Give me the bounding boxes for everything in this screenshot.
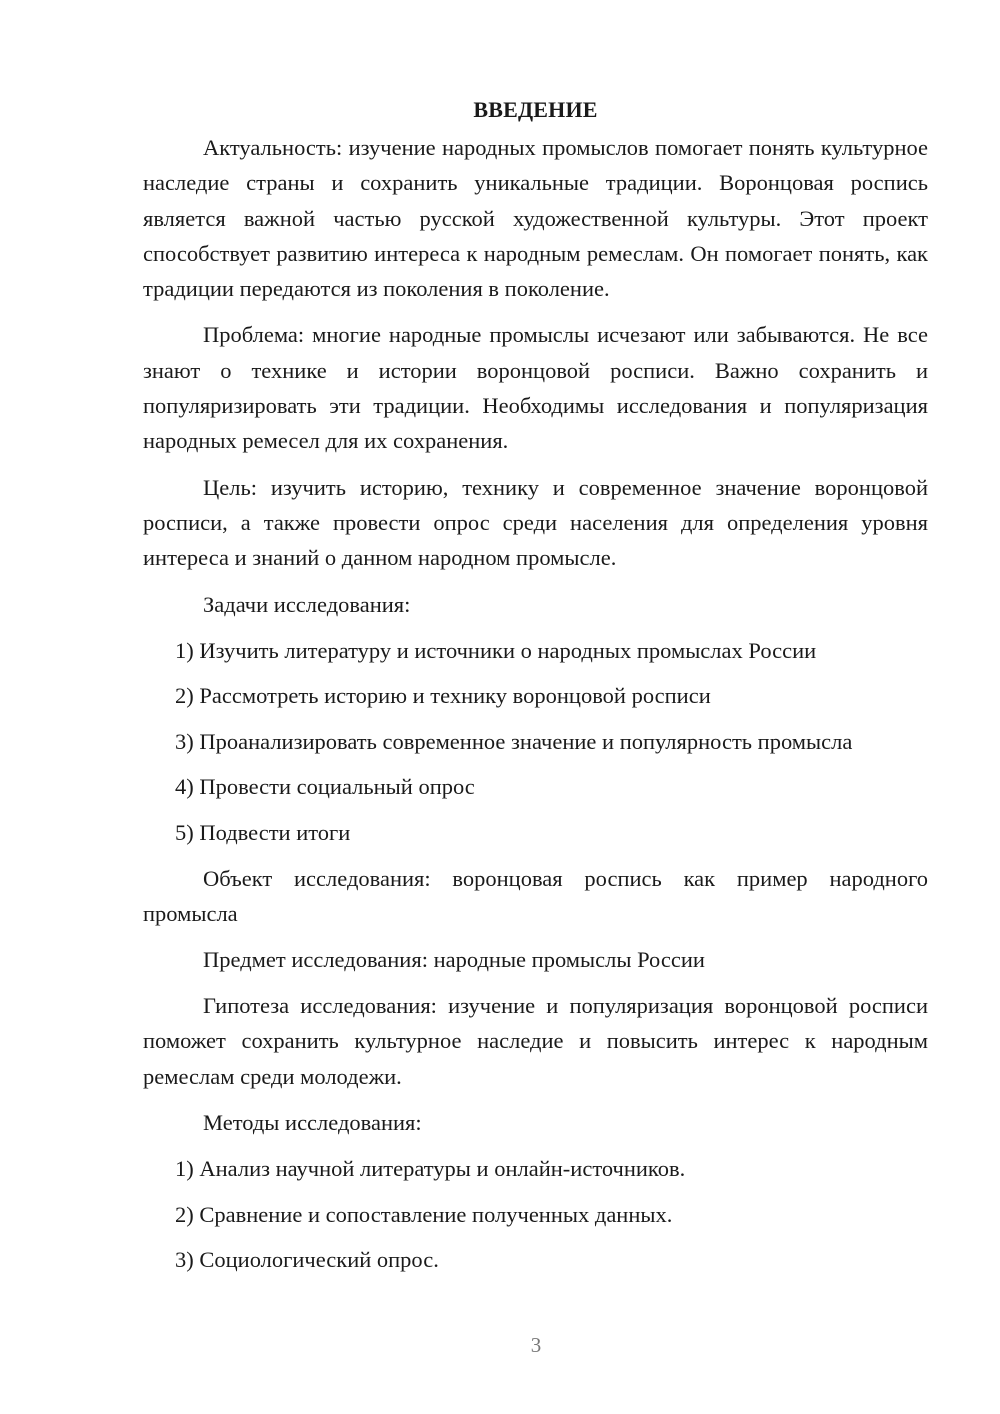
list-item: 1) Изучить литературу и источники о народных промыслах России	[175, 637, 817, 663]
goal-paragraph: Цель: изучить историю, технику и современное значение воронцовой росписи, а также провести опрос среди населения для определения уровня интереса и знаний о данном народном промысле.	[143, 474, 928, 571]
document-page	[143, 92, 928, 1288]
page-number: 3	[530, 1333, 542, 1357]
problem-paragraph: Проблема: многие народные промыслы исчезают или забываются. Не все знают о технике и истории воронцовой росписи. Важно сохранить и популяризировать эти традиции. Необходимы исследования и популяризация народных ремесел для их сохранения.	[143, 322, 928, 454]
list-item: 2) Сравнение и сопоставление полученных данных.	[175, 1201, 673, 1227]
tasks-heading: Задачи исследования:	[203, 591, 411, 617]
page-title: ВВЕДЕНИЕ	[473, 97, 598, 122]
object-paragraph: Объект исследования: воронцовая роспись как пример народного промысла	[143, 865, 928, 926]
list-item: 5) Подвести итоги	[175, 819, 351, 845]
relevance-paragraph: Актуальность: изучение народных промыслов помогает понять культурное наследие страны и сохранить уникальные традиции. Воронцовая роспись является важной частью русской художественной культуры. Этот проект способствует развитию интереса к народным ремеслам. Он помогает понять, как традиции передаются из поколения в поколение.	[143, 135, 928, 302]
methods-list	[143, 1151, 928, 1277]
tasks-list	[143, 633, 928, 850]
list-item: 4) Провести социальный опрос	[175, 774, 475, 800]
hypothesis-paragraph: Гипотеза исследования: изучение и популяризация воронцовой росписи поможет сохранить культурное наследие и повысить интерес к народным ремеслам среди молодежи.	[143, 993, 928, 1089]
subject-paragraph: Предмет исследования: народные промыслы России	[203, 947, 705, 973]
list-item: 3) Социологический опрос.	[175, 1247, 439, 1273]
methods-heading: Методы исследования:	[203, 1110, 422, 1136]
list-item: 3) Проанализировать современное значение и популярность промысла	[175, 728, 853, 754]
list-item: 1) Анализ научной литературы и онлайн-источников.	[175, 1156, 686, 1182]
list-item: 2) Рассмотреть историю и технику воронцовой росписи	[175, 683, 711, 709]
